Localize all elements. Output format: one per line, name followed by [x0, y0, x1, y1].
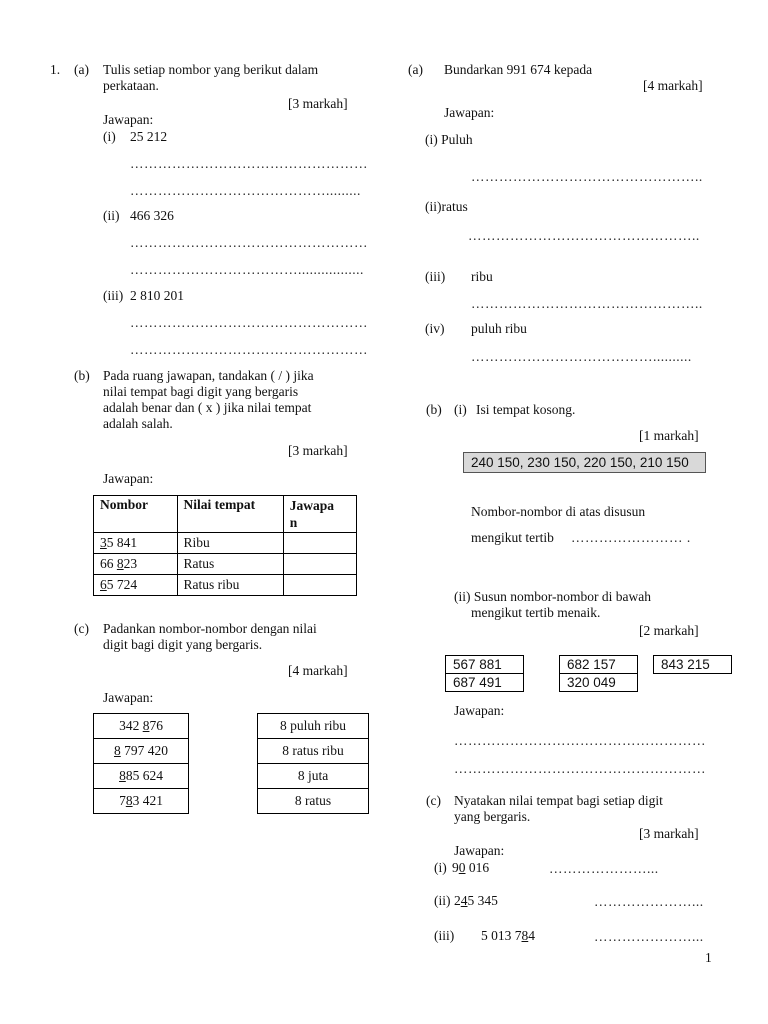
match-value[interactable]: 8 ratus: [258, 789, 369, 814]
match-value[interactable]: 8 juta: [258, 764, 369, 789]
answer-cell[interactable]: [283, 554, 356, 575]
table-row: [94, 533, 357, 554]
number-sequence-box: 240 150, 230 150, 220 150, 210 150: [463, 452, 706, 473]
question-number: 1.: [50, 62, 61, 77]
part-a-letter: (a): [74, 62, 89, 77]
answer-line: …………………………………………..: [471, 169, 703, 184]
underlined-number: 245 345: [454, 893, 498, 908]
answer-line: ……………………………………………: [130, 342, 368, 357]
answer-line: ……………………………………………: [130, 315, 368, 330]
answer-line: ………………………………………………: [454, 761, 706, 776]
rounding-instruction: Bundarkan 991 674 kepada: [444, 62, 593, 77]
match-number[interactable]: 342 876: [94, 714, 189, 739]
rounding-item-label: ribu: [471, 269, 493, 284]
table-row: [94, 575, 357, 596]
sub-i-roman: (i): [454, 402, 467, 417]
place-value-instruction: Nyatakan nilai tempat bagi setiap digit: [454, 793, 663, 808]
values-match-table: [257, 713, 369, 814]
answer-label: Jawapan:: [103, 690, 154, 705]
answer-line: …………………………………….........: [130, 183, 361, 198]
match-number[interactable]: 783 421: [94, 789, 189, 814]
part-a-instruction-cont: perkataan.: [103, 78, 159, 93]
underlined-number: 90 016: [452, 860, 490, 875]
item-roman: (ii): [103, 208, 120, 223]
part-c-marks: [4 markah]: [288, 663, 348, 678]
column-header: Nombor: [94, 496, 178, 533]
answer-label: Jawapan:: [444, 105, 495, 120]
rounding-item-label: puluh ribu: [471, 321, 527, 336]
item-roman: (i): [434, 860, 447, 875]
item-number: 2 810 201: [130, 288, 184, 303]
fill-blank-line[interactable]: …………………… .: [571, 530, 691, 545]
part-c-letter: (c): [74, 621, 89, 636]
column-header: Nilai tempat: [177, 496, 283, 533]
number-box: 682 157: [559, 655, 638, 674]
answer-line: ……………………………………………: [130, 156, 368, 171]
table-row: [94, 554, 357, 575]
number-box: 843 215: [653, 655, 732, 674]
sort-marks: [2 markah]: [639, 623, 699, 638]
item-roman: (iii): [103, 288, 124, 303]
place-cell: Ratus: [177, 554, 283, 575]
match-value[interactable]: 8 ratus ribu: [258, 739, 369, 764]
underlined-number: 5 013 784: [481, 928, 535, 943]
place-cell: Ratus ribu: [177, 575, 283, 596]
answer-line: ……………………………………………: [130, 235, 368, 250]
part-c-instruction: Padankan nombor-nombor dengan nilai: [103, 621, 317, 636]
place-value-marks: [3 markah]: [639, 826, 699, 841]
place-value-table: [93, 495, 357, 596]
part-b-instruction: adalah salah.: [103, 416, 173, 431]
numbers-match-table: [93, 713, 189, 814]
number-box: 320 049: [559, 673, 638, 692]
part-b-instruction: nilai tempat bagi digit yang bergaris: [103, 384, 299, 399]
answer-cell[interactable]: [283, 575, 356, 596]
part-a-instruction: Tulis setiap nombor yang berikut dalam: [103, 62, 319, 77]
number-box: 567 881: [445, 655, 524, 674]
item-number: 25 212: [130, 129, 168, 144]
answer-label: Jawapan:: [103, 471, 154, 486]
part-a-letter: (a): [408, 62, 423, 77]
match-value[interactable]: 8 puluh ribu: [258, 714, 369, 739]
part-b-marks: [3 markah]: [288, 443, 348, 458]
match-number[interactable]: 885 624: [94, 764, 189, 789]
number-cell: 65 724: [94, 575, 178, 596]
column-header: Jawapa n: [283, 496, 356, 533]
number-cell: 66 823: [94, 554, 178, 575]
answer-line: …………………...: [549, 861, 659, 876]
answer-cell[interactable]: [283, 533, 356, 554]
rounding-item-label: (ii)ratus: [425, 199, 468, 214]
sort-instruction: (ii) Susun nombor-nombor di bawah: [454, 589, 651, 604]
part-b-letter: (b): [74, 368, 90, 383]
answer-line: …………………………………..........: [471, 349, 692, 364]
answer-label: Jawapan:: [454, 703, 505, 718]
rounding-marks: [4 markah]: [643, 78, 703, 93]
fill-blank-marks: [1 markah]: [639, 428, 699, 443]
fill-blank-instruction: Isi tempat kosong.: [476, 402, 576, 417]
answer-line: ……………………………….................: [130, 262, 364, 277]
number-box: 687 491: [445, 673, 524, 692]
item-number: 466 326: [130, 208, 174, 223]
sort-instruction: mengikut tertib menaik.: [471, 605, 601, 620]
rounding-item-roman: (iii): [425, 269, 446, 284]
answer-label: Jawapan:: [103, 112, 154, 127]
answer-line: …………………...: [594, 894, 704, 909]
answer-line: …………………………………………..: [468, 228, 700, 243]
page-number: 1: [705, 950, 712, 965]
sequence-statement: mengikut tertib: [471, 530, 554, 545]
item-roman: (iii): [434, 928, 455, 943]
item-roman: (i): [103, 129, 116, 144]
sequence-statement: Nombor-nombor di atas disusun: [471, 504, 646, 519]
part-b-letter: (b): [426, 402, 442, 417]
rounding-item-label: (i) Puluh: [425, 132, 473, 147]
part-b-instruction: Pada ruang jawapan, tandakan ( / ) jika: [103, 368, 314, 383]
place-cell: Ribu: [177, 533, 283, 554]
part-c-letter: (c): [426, 793, 441, 808]
part-a-marks: [3 markah]: [288, 96, 348, 111]
place-value-instruction: yang bergaris.: [454, 809, 531, 824]
part-b-instruction: adalah benar dan ( x ) jika nilai tempat: [103, 400, 312, 415]
match-number[interactable]: 8 797 420: [94, 739, 189, 764]
answer-line: …………………………………………..: [471, 296, 703, 311]
answer-line: …………………...: [594, 929, 704, 944]
part-c-instruction: digit bagi digit yang bergaris.: [103, 637, 263, 652]
answer-label: Jawapan:: [454, 843, 505, 858]
number-cell: 35 841: [94, 533, 178, 554]
answer-line: ………………………………………………: [454, 733, 706, 748]
item-roman: (ii): [434, 893, 451, 908]
rounding-item-roman: (iv): [425, 321, 445, 336]
